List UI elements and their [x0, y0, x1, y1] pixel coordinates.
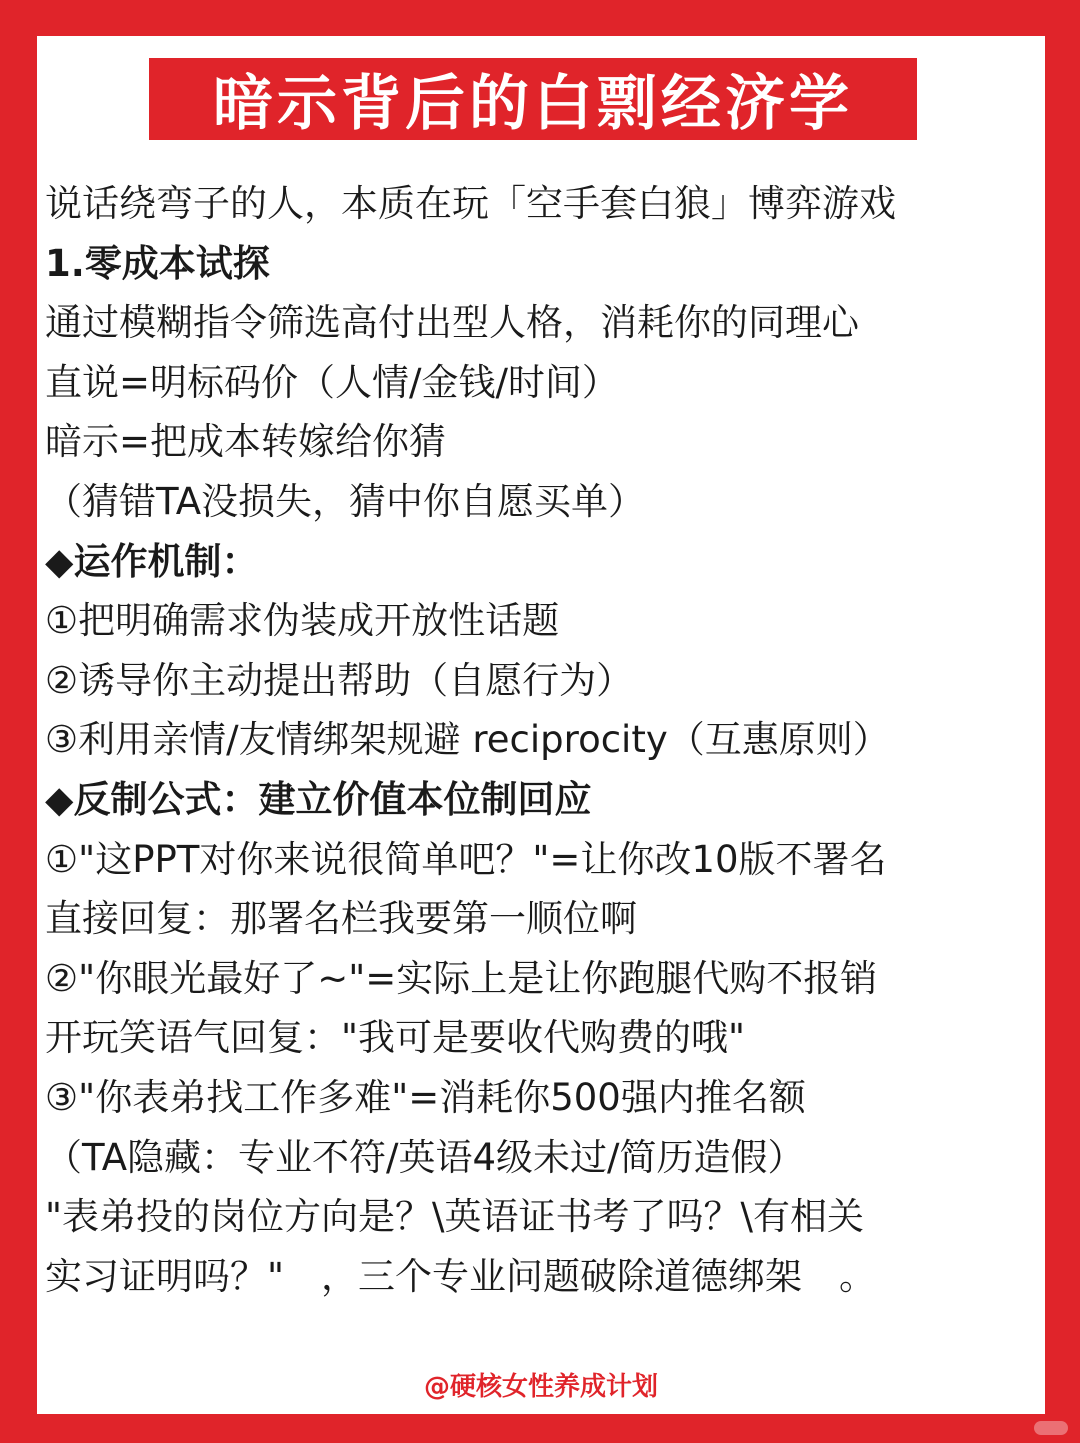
text-line: ①把明确需求伪装成开放性话题: [45, 599, 560, 643]
author-credit: @硬核女性养成计划: [423, 1372, 658, 1402]
title-banner: [149, 58, 917, 140]
text-line: ③"你表弟找工作多难"=消耗你500强内推名额: [45, 1075, 806, 1119]
text-line: ②诱导你主动提出帮助（自愿行为）: [45, 658, 634, 702]
text-line: "表弟投的岗位方向是？\英语证书考了吗？\有相关: [45, 1195, 864, 1239]
article-body: [45, 174, 1040, 1306]
text-line: 直接回复：那署名栏我要第一顺位啊: [45, 897, 637, 941]
page-title: 暗示背后的白剽经济学: [213, 69, 853, 139]
section-heading: ◆运作机制：: [45, 539, 259, 583]
text-line: （TA隐藏：专业不符/英语4级未过/简历造假）: [45, 1135, 805, 1179]
text-line: 直说=明标码价（人情/金钱/时间）: [45, 360, 619, 404]
text-line: 暗示=把成本转嫁给你猜: [45, 420, 447, 464]
text-line: 通过模糊指令筛选高付出型人格，消耗你的同理心: [45, 301, 859, 345]
text-line: 开玩笑语气回复："我可是要收代购费的哦": [45, 1016, 746, 1060]
content-card: [37, 36, 1045, 1414]
text-line: ①"这PPT对你来说很简单吧？"=让你改10版不署名: [45, 837, 887, 881]
text-line: 实习证明吗？" ，三个专业问题破除道德绑架 。: [45, 1254, 877, 1298]
text-line: 说话绕弯子的人，本质在玩「空手套白狼」博弈游戏: [45, 182, 896, 225]
watermark-badge: [1034, 1421, 1068, 1435]
section-heading: 1.零成本试探: [45, 241, 270, 285]
text-line: ③利用亲情/友情绑架规避 reciprocity（互惠原则）: [45, 718, 890, 762]
section-heading: ◆反制公式：建立价值本位制回应: [45, 777, 592, 821]
text-line: ②"你眼光最好了~"=实际上是让你跑腿代购不报销: [45, 956, 878, 1000]
text-line: （猜错TA没损失，猜中你自愿买单）: [45, 479, 646, 523]
